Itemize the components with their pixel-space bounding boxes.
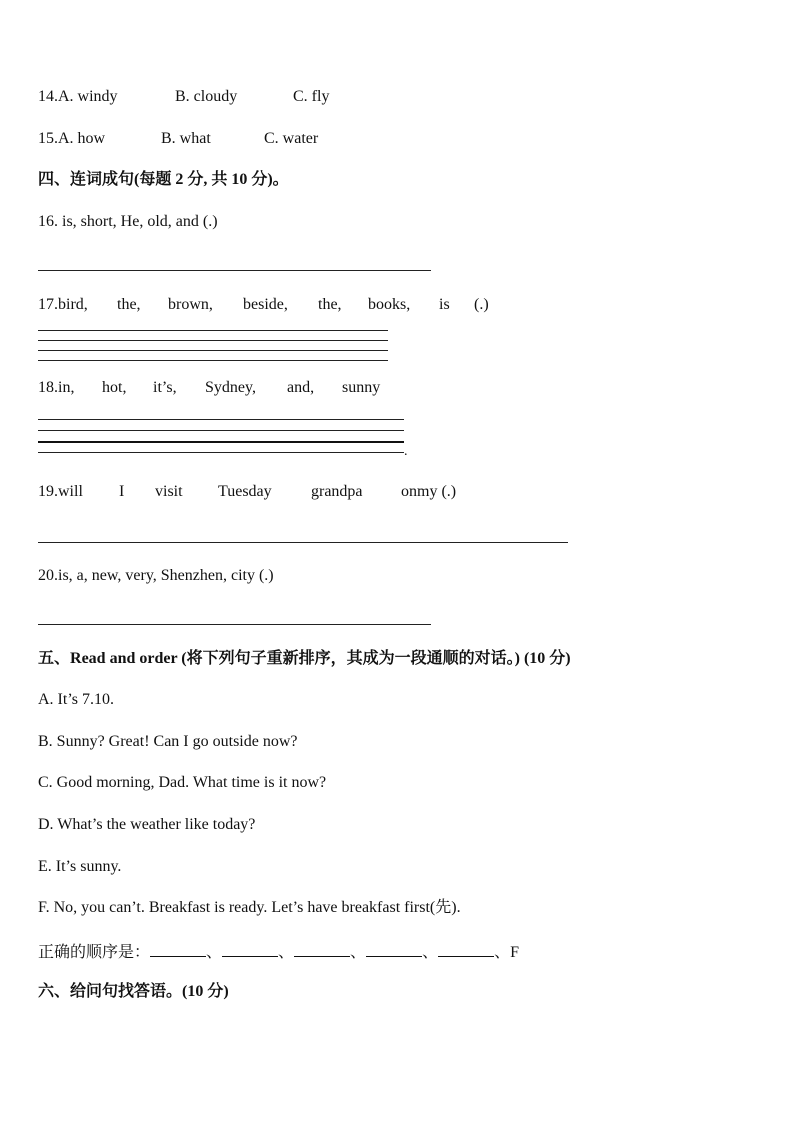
section-6-heading: 六、给问句找答语。(10 分)	[38, 983, 229, 1000]
q19-word: 19.will	[38, 483, 83, 500]
q18-word: and,	[287, 379, 315, 396]
dialogue-line-b: B. Sunny? Great! Can I go outside now?	[38, 733, 298, 750]
q18-answer-line[interactable]	[38, 441, 404, 443]
section-5-title-en: Read and order	[70, 650, 178, 667]
q18-period: .	[404, 444, 408, 459]
q17-word: brown,	[168, 296, 213, 313]
q17-word: beside,	[243, 296, 288, 313]
q18-answer-line[interactable]	[38, 430, 404, 431]
q18-answer-line[interactable]	[38, 452, 404, 453]
q19-word: Tuesday	[218, 483, 272, 500]
q14-option-a: 14.A. windy	[38, 88, 118, 105]
q17-word: (.)	[474, 296, 489, 313]
dialogue-line-d: D. What’s the weather like today?	[38, 816, 256, 833]
dialogue-line-a: A. It’s 7.10.	[38, 691, 114, 708]
order-answer-row	[38, 940, 519, 963]
order-separator: 、	[422, 944, 439, 961]
q15-option-a: 15.A. how	[38, 130, 106, 147]
q17-word: 17.bird,	[38, 296, 88, 313]
section-5-title-cn: (将下列句子重新排序，其成为一段通顺的对话。) (10 分)	[177, 650, 571, 667]
q18-word: 18.in,	[38, 379, 75, 396]
q17-word: is	[439, 296, 450, 313]
q18-answer-line[interactable]	[38, 419, 404, 420]
order-separator: 、	[278, 944, 295, 961]
q17-word: the,	[117, 296, 141, 313]
order-separator: 、	[350, 944, 367, 961]
q19-word: I	[119, 483, 125, 500]
order-separator: 、	[494, 944, 511, 961]
q18-word: it’s,	[153, 379, 177, 396]
q19-word: visit	[155, 483, 183, 500]
q18-word: Sydney,	[205, 379, 256, 396]
q17-answer-line[interactable]	[38, 340, 388, 341]
q14-option-c: C. fly	[293, 88, 330, 105]
order-blank-2[interactable]	[222, 940, 278, 957]
q17-word: the,	[318, 296, 342, 313]
q17-answer-line[interactable]	[38, 360, 388, 361]
q17-answer-line[interactable]	[38, 350, 388, 351]
q15-option-b: B. what	[161, 130, 211, 147]
question-20: 20.is, a, new, very, Shenzhen, city (.)	[38, 567, 274, 584]
order-separator: 、	[206, 944, 223, 961]
order-blank-5[interactable]	[438, 940, 494, 957]
dialogue-line-e: E. It’s sunny.	[38, 858, 122, 875]
q14-option-b: B. cloudy	[175, 88, 238, 105]
section-5-heading	[38, 649, 571, 669]
q19-word: onmy (.)	[401, 483, 457, 500]
q19-word: grandpa	[311, 483, 363, 500]
q17-word: books,	[368, 296, 411, 313]
order-last-item: F	[510, 944, 519, 961]
q20-answer-line[interactable]	[38, 624, 431, 625]
q17-answer-line[interactable]	[38, 330, 388, 331]
q16-answer-line[interactable]	[38, 270, 431, 271]
dialogue-line-c: C. Good morning, Dad. What time is it now?	[38, 774, 327, 791]
q18-word: sunny	[342, 379, 381, 396]
q18-word: hot,	[102, 379, 127, 396]
dialogue-line-f: F. No, you can’t. Breakfast is ready. Let’s have breakfast first(先).	[38, 899, 461, 916]
order-blank-4[interactable]	[366, 940, 422, 957]
order-blank-1[interactable]	[150, 940, 206, 957]
order-label: 正确的顺序是：	[38, 944, 151, 961]
section-5-number: 五、	[38, 650, 71, 667]
q15-option-c: C. water	[264, 130, 319, 147]
order-blank-3[interactable]	[294, 940, 350, 957]
section-4-heading: 四、连词成句(每题 2 分, 共 10 分)。	[38, 171, 289, 188]
q19-answer-line[interactable]	[38, 542, 568, 543]
question-16: 16. is, short, He, old, and (.)	[38, 213, 218, 230]
